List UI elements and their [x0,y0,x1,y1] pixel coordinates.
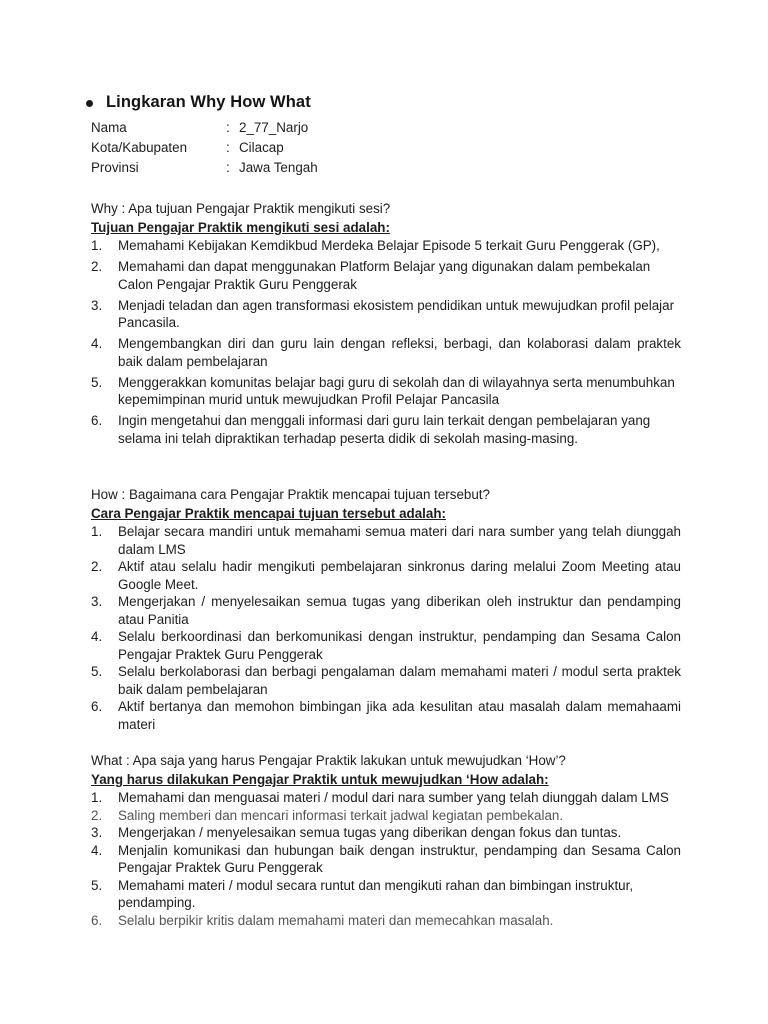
why-list [91,237,681,447]
list-item [91,698,681,733]
item-text: Menjalin komunikasi dan hubungan baik dengan instruktur, pendamping dan Sesama Calon Pengajar Praktek Guru Penggerak [118,842,681,875]
info-value: Jawa Tengah [239,160,318,175]
list-item [91,237,681,255]
info-row-kota [91,138,318,158]
what-list [91,789,681,929]
bullet-icon [86,100,93,107]
item-text: Memahami materi / modul secara runtut dan mengikuti rahan dan bimbingan instruktur, pendamping. [118,877,634,910]
item-text: Memahami Kebijakan Kemdikbud Merdeka Belajar Episode 5 terkait Guru Penggerak (GP), [118,238,660,253]
item-number: 5. [91,877,103,893]
item-text: Selalu berkoordinasi dan berkomunikasi dengan instruktur, pendamping dan Sesama Calon Pengajar Praktek Guru Penggerak [118,629,681,662]
item-number: 3. [91,825,103,840]
item-number: 4. [91,629,103,644]
title-row [86,93,311,112]
list-item [91,877,681,912]
identity-info [91,118,318,178]
item-text: Aktif bertanya dan memohon bimbingan jika ada kesulitan atau masalah dalam memahaami materi [118,699,681,732]
what-question: What : Apa saja yang harus Pengajar Praktik lakukan untuk mewujudkan ‘How’? [91,753,566,768]
info-label: Kota/Kabupaten [91,140,188,155]
item-text: Ingin mengetahui dan menggali informasi dari guru lain terkait dengan pembelajaran yang selama ini telah dipraktikan terhadap peserta didik di sekolah masing-masing. [118,413,651,446]
list-item [91,558,681,593]
list-item [91,663,681,698]
item-text: Belajar secara mandiri untuk memahami semua materi dari nara sumber yang telah diunggah dalam LMS [118,524,681,557]
item-number: 1. [91,790,103,805]
list-item [91,824,681,842]
item-number: 6. [91,413,103,428]
list-item [91,297,681,332]
item-number: 4. [91,842,103,858]
info-colon: : [226,160,230,175]
list-item [91,335,681,370]
item-number: 6. [91,912,103,928]
info-row-provinsi [91,158,318,178]
how-list [91,523,681,733]
item-number: 1. [91,524,103,539]
item-text: Mengembangkan diri dan guru lain dengan refleksi, berbagi, dan kolaborasi dalam praktek baik dalam pembelajaran [118,336,681,369]
item-text: Selalu berkolaborasi dan berbagi pengalaman dalam memahami materi / modul serta praktek baik dalam pembelajaran [118,664,681,697]
item-number: 6. [91,699,103,714]
list-item [91,842,681,877]
what-section [91,752,681,929]
list-item [91,789,681,807]
item-text: Mengerjakan / menyelesaikan semua tugas yang diberikan oleh instruktur dan pendamping atau Panitia [118,594,681,627]
info-value: Cilacap [239,140,284,155]
info-label: Nama [91,120,127,135]
what-heading: Yang harus dilakukan Pengajar Praktik untuk mewujudkan ‘How adalah: [91,772,549,787]
item-number: 2. [91,559,103,574]
list-item [91,628,681,663]
info-colon: : [226,140,230,155]
item-text: Menjadi teladan dan agen transformasi ekosistem pendidikan untuk mewujudkan profil pelajar Pancasila. [118,297,675,330]
list-item [91,523,681,558]
document-title: Lingkaran Why How What [106,93,311,111]
item-number: 1. [91,238,103,253]
item-text: Memahami dan menguasai materi / modul dari nara sumber yang telah diunggah dalam LMS [118,790,669,805]
why-question: Why : Apa tujuan Pengajar Praktik mengikuti sesi? [91,201,391,216]
item-number: 3. [91,297,103,313]
list-item [91,912,681,930]
item-text: Mengerjakan / menyelesaikan semua tugas yang diberikan dengan fokus dan tuntas. [118,825,622,840]
list-item [91,593,681,628]
item-number: 5. [91,664,103,679]
item-text: Aktif atau selalu hadir mengikuti pembelajaran sinkronus daring melalui Zoom Meeting atau Google Meet. [118,559,681,592]
item-text: Saling memberi dan mencari informasi terkait jadwal kegiatan pembekalan. [118,807,564,823]
how-heading: Cara Pengajar Praktik mencapai tujuan tersebut adalah: [91,506,446,521]
item-number: 4. [91,336,103,351]
info-colon: : [226,120,230,135]
how-question: How : Bagaimana cara Pengajar Praktik mencapai tujuan tersebut? [91,487,490,502]
info-row-nama [91,118,318,138]
list-item [91,374,681,409]
list-item [91,807,681,825]
list-item [91,258,681,293]
info-label: Provinsi [91,160,139,175]
item-number: 2. [91,259,103,274]
item-text: Menggerakkan komunitas belajar bagi guru di sekolah dan di wilayahnya serta menumbuhkan kepemimpinan murid untuk mewujudkan Profil Pelajar Pancasila [118,374,675,407]
why-heading: Tujuan Pengajar Praktik mengikuti sesi adalah: [91,220,390,235]
list-item [91,412,681,447]
info-value: 2_77_Narjo [239,120,309,135]
item-text: Selalu berpikir kritis dalam memahami materi dan memecahkan masalah. [118,912,554,928]
how-section [91,486,681,733]
item-number: 3. [91,594,103,609]
item-text: Memahami dan dapat menggunakan Platform Belajar yang digunakan dalam pembekalan Calon Pengajar Praktik Guru Penggerak [118,259,651,292]
why-section [91,200,681,451]
item-number: 5. [91,374,103,390]
item-number: 2. [91,807,103,823]
